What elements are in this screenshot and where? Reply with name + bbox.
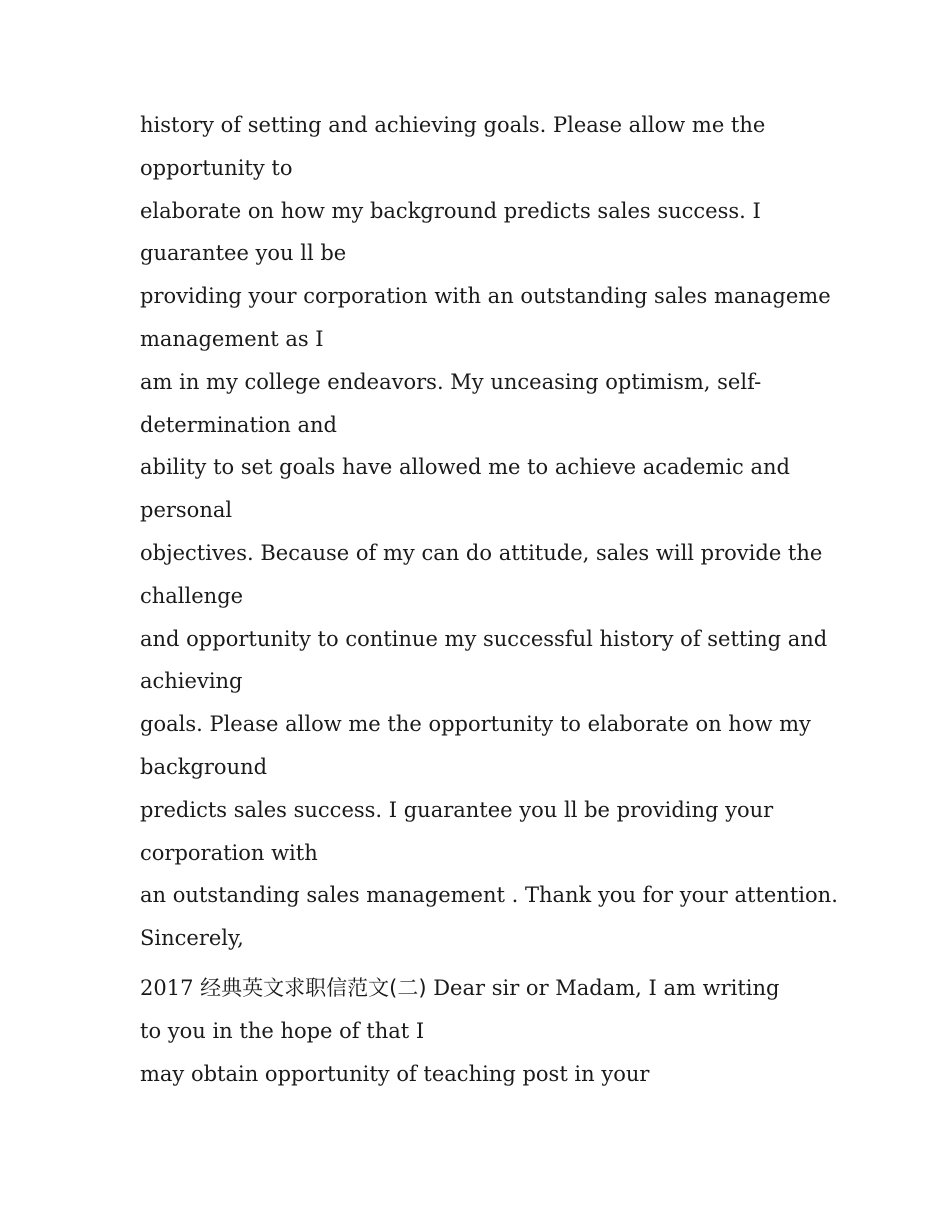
- text-line: ability to set goals have allowed me to achieve academic and: [140, 455, 790, 480]
- document-body: [140, 104, 838, 1095]
- text-line: corporation with: [140, 840, 318, 865]
- text-line: elaborate on how my background predicts sales success. I: [140, 198, 761, 223]
- text-line: history of setting and achieving goals. Please allow me the: [140, 113, 766, 137]
- text-line: objectives. Because of my can do attitude, sales will provide the: [140, 540, 823, 565]
- text-line: challenge: [140, 583, 244, 608]
- text-line: background: [140, 754, 268, 779]
- text-line: providing your corporation with an outstanding sales manageme: [140, 284, 831, 309]
- text-line: predicts sales success. I guarantee you ll be providing your: [140, 797, 774, 822]
- text-line: guarantee you ll be: [140, 241, 347, 266]
- text-line: an outstanding sales management . Thank you for your attention.: [140, 883, 838, 908]
- text-line: goals. Please allow me the opportunity to elaborate on how my: [140, 712, 811, 737]
- signoff-line: Sincerely,: [140, 926, 244, 951]
- text-line: to you in the hope of that I: [140, 1018, 425, 1043]
- text-line: determination and: [140, 412, 337, 437]
- text-line: personal: [140, 498, 233, 523]
- text-line: may obtain opportunity of teaching post in your: [140, 1061, 650, 1086]
- heading-year: 2017: [140, 975, 194, 1000]
- text-line: achieving: [140, 669, 243, 694]
- text-line: am in my college endeavors. My unceasing optimism, self-: [140, 369, 762, 394]
- heading-cjk-title: 经典英文求职信范文(二): [200, 975, 427, 1000]
- text-line: opportunity to: [140, 155, 293, 180]
- section-heading-line: [140, 967, 820, 1010]
- text-line: and opportunity to continue my successful history of setting and: [140, 626, 828, 651]
- heading-text: Dear sir or Madam, I am writing: [433, 975, 780, 1000]
- text-line: management as I: [140, 326, 324, 351]
